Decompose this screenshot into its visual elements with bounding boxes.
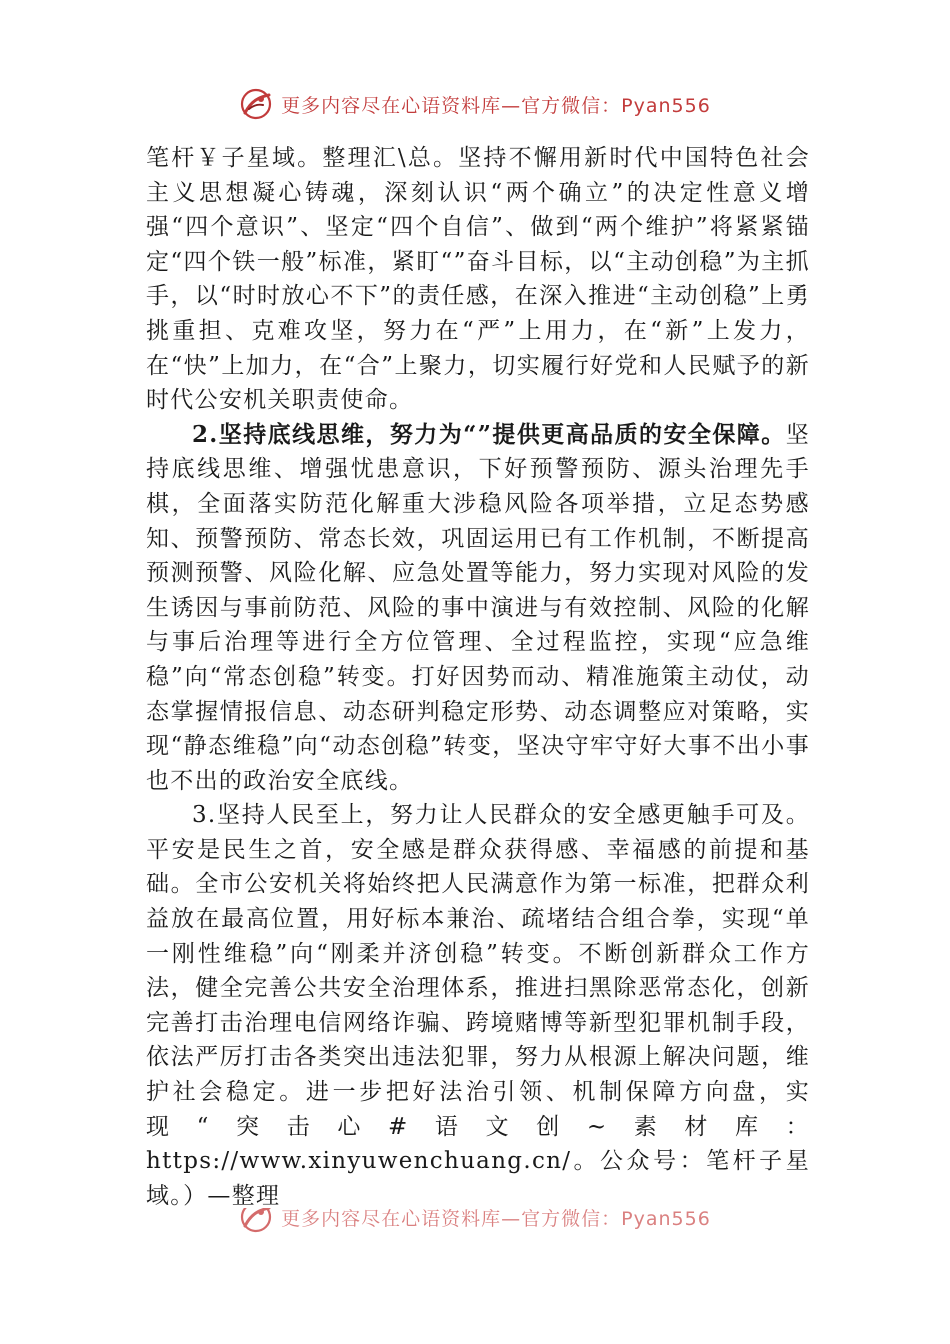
- paragraph-3-body: 3.坚持人民至上，努力让人民群众的安全感更触手可及。平安是民生之首，安全感是群众获得感、幸福感的前提和基础。全市公安机关将始终把人民满意作为第一标准，把群众利益放在最高位置，用好标本兼治、疏堵结合组合拳，实现“单一刚性维稳”向“刚柔并济创稳”转变。不断创新群众工作方法，健全完善公共安全治理体系，推进扫黑除恶常态化，创新完善打击治理电信网络诈骗、跨境赌博等新型犯罪机制手段，依法严厉打击各类突出违法犯罪，努力从根源上解决问题，维护社会稳定。进一步把好法治引领、机制保障方向盘，实现“突击心#语文创~素材库：https://www.xinyuwenchuang.cn/。公众号：笔杆子星域。）—整理: [146, 802, 810, 1209]
- watermark-text: 更多内容尽在心语资料库—官方微信：Pyan556: [281, 94, 711, 117]
- logo-icon: [239, 87, 273, 121]
- paragraph-1-body: 笔杆￥子星域。整理汇\总。坚持不懈用新时代中国特色社会主义思想凝心铸魂，深刻认识“两个确立”的决定性意义增强“四个意识”、坚定“四个自信”、做到“两个维护”将紧紧锚定“四个铁一般”标准，紧盯“”奋斗目标，以“主动创稳”为主抓手，以“时时放心不下”的责任感，在深入推进“主动创稳”上勇挑重担、克难攻坚，努力在“严”上用力，在“新”上发力，在“快”上加力，在“合”上聚力，切实履行好党和人民赋予的新时代公安机关职责使命。: [146, 145, 810, 414]
- paragraph-3: [146, 798, 810, 1213]
- footer-watermark: [0, 1208, 950, 1244]
- paragraph-2: [146, 418, 810, 799]
- document-body: [146, 141, 810, 1213]
- header-watermark: [0, 84, 950, 124]
- logo-icon: [239, 1208, 273, 1234]
- paragraph-1: [146, 141, 810, 418]
- paragraph-2-body: 坚持底线思维、增强忧患意识，下好预警预防、源头治理先手棋，全面落实防范化解重大涉稳风险各项举措，立足态势感知、预警预防、常态长效，巩固运用已有工作机制，不断提高预测预警、风险化解、应急处置等能力，努力实现对风险的发生诱因与事前防范、风险的事中演进与有效控制、风险的化解与事后治理等进行全方位管理、全过程监控，实现“应急维稳”向“常态创稳”转变。打好因势而动、精准施策主动仗，动态掌握情报信息、动态研判稳定形势、动态调整应对策略，实现“静态维稳”向“动态创稳”转变，坚决守牢守好大事不出小事也不出的政治安全底线。: [146, 421, 810, 794]
- section-2-heading: 2.坚持底线思维，努力为“”提供更高品质的安全保障。: [192, 420, 786, 448]
- watermark-text: 更多内容尽在心语资料库—官方微信：Pyan556: [281, 1208, 711, 1230]
